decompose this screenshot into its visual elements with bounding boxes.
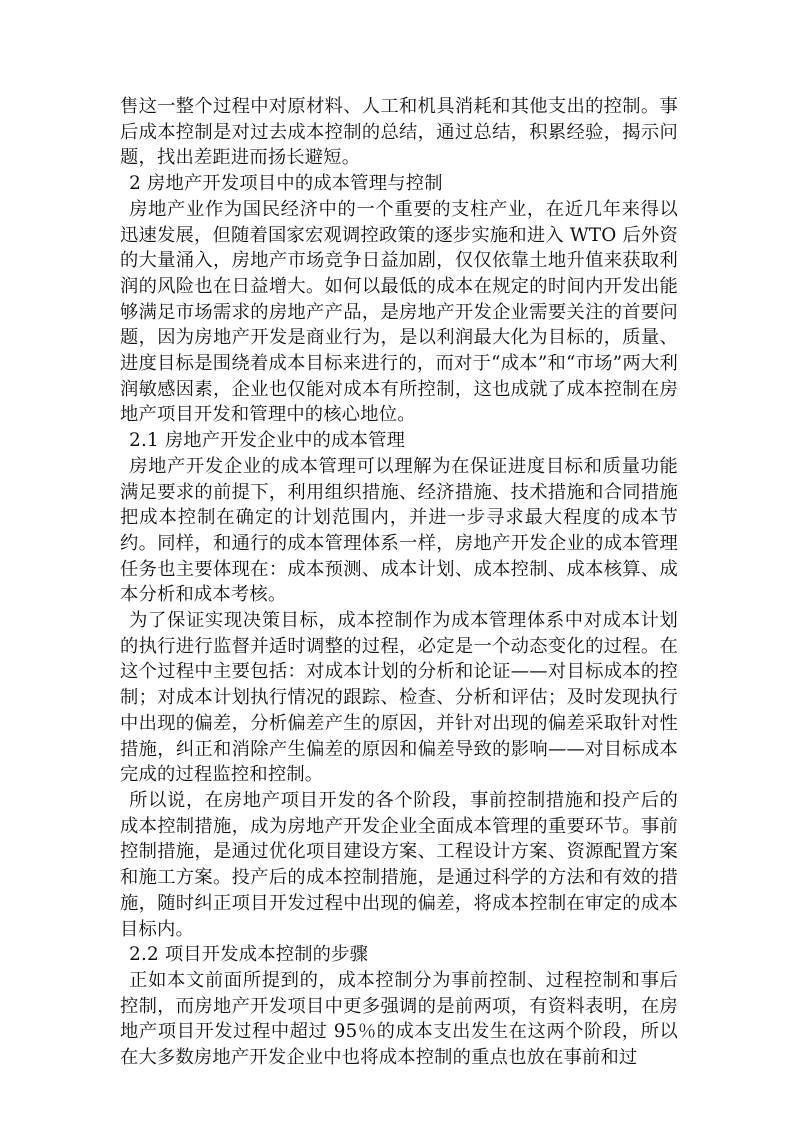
body-paragraph: 房地产业作为国民经济中的一个重要的支柱产业，在近几年来得以迅速发展，但随着国家宏观调控政策的逐步实施和进入 WTO 后外资的大量涌入，房地产市场竞争日益加剧，仅仅依靠土地升值来获取利润的风险也在日益增大。如何以最低的成本在规定的时间内开发出能够满足市场需求的房地产产品，是房地产开发企业需要关注的首要问题，因为房地产开发是商业行为，是以利润最大化为目标的，质量、进度目标是围绕着成本目标来进行的，而对于“成本”和“市场”两大利润敏感因素，企业也仅能对成本有所控制，这也成就了成本控制在房地产项目开发和管理中的核心地位。 — [120, 198, 678, 426]
body-paragraph: 正如本文前面所提到的，成本控制分为事前控制、过程控制和事后控制，而房地产开发项目中更多强调的是前两项，有资料表明，在房地产项目开发过程中超过 95％的成本支出发生在这两个阶段，所以在大多数房地产开发企业中也将成本控制的重点也放在事前和过 — [120, 969, 678, 1069]
body-paragraph: 房地产开发企业的成本管理可以理解为在保证进度目标和质量功能满足要求的前提下，利用组织措施、经济措施、技术措施和合同措施把成本控制在确定的计划范围内，并进一步寻求最大程度的成本节约。同样，和通行的成本管理体系一样，房地产开发企业的成本管理任务也主要体现在：成本预测、成本计划、成本控制、成本核算、成本分析和成本考核。 — [120, 455, 678, 606]
section-heading: 2 房地产开发项目中的成本管理与控制 — [129, 173, 443, 195]
body-paragraph: 售这一整个过程中对原材料、人工和机具消耗和其他支出的控制。事后成本控制是对过去成本控制的总结，通过总结，积累经验，揭示问题，找出差距进而扬长避短。 — [120, 96, 678, 169]
subsection-heading: 2.1 房地产开发企业中的成本管理 — [129, 430, 406, 452]
body-paragraph: 为了保证实现决策目标，成本控制作为成本管理体系中对成本计划的执行进行监督并适时调整的过程，必定是一个动态变化的过程。在这个过程中主要包括：对成本计划的分析和论证——对目标成本的控制；对成本计划执行情况的跟踪、检查、分析和评估；及时发现执行中出现的偏差，分析偏差产生的原因，并针对出现的偏差采取针对性措施，纠正和消除产生偏差的原因和偏差导致的影响——对目标成本完成的过程监控和控制。 — [120, 610, 678, 786]
body-paragraph: 所以说，在房地产项目开发的各个阶段，事前控制措施和投产后的成本控制措施，成为房地产开发企业全面成本管理的重要环节。事前控制措施，是通过优化项目建设方案、工程设计方案、资源配置方案和施工方案。投产后的成本控制措施，是通过科学的方法和有效的措施，随时纠正项目开发过程中出现的偏差，将成本控制在审定的成本目标内。 — [120, 789, 678, 940]
document-page — [120, 94, 678, 1071]
subsection-heading: 2.2 项目开发成本控制的步骤 — [129, 944, 369, 966]
